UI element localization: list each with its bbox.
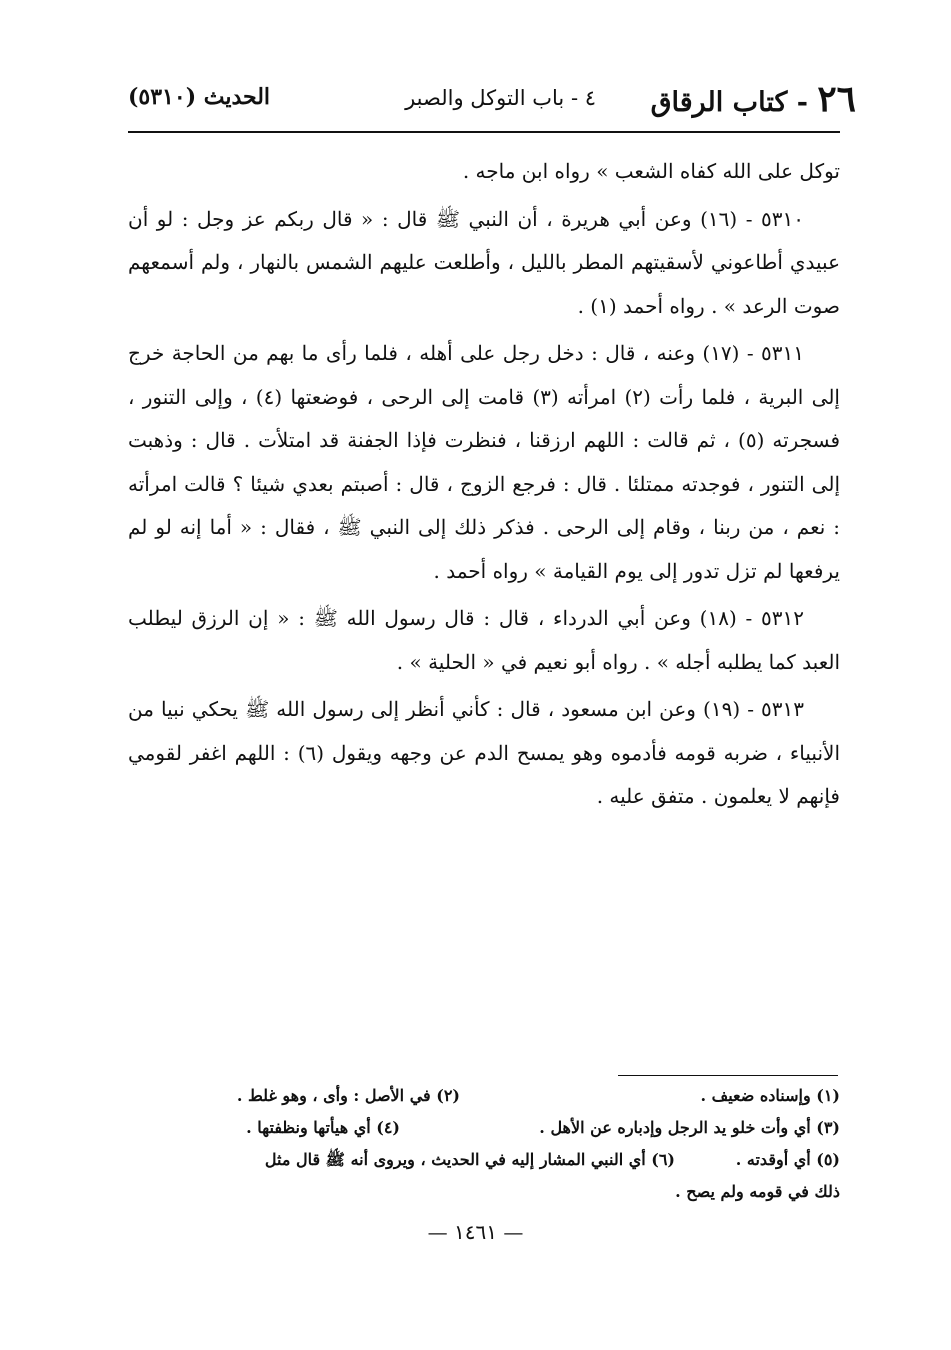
chapter-title: - كتاب الرقاق xyxy=(650,87,808,118)
footnote-1: (١) وإسناده ضعيف . xyxy=(700,1086,840,1105)
hadith-5310: ٥٣١٠ - (١٦) وعن أبي هريرة ، أن النبي ﷺ قال : « قال ربكم عز وجل : لو أن عبيدي أطاعوني لأسقيتهم المطر بالليل ، وأطلعت عليهم الشمس بالنهار ، ولم أسمعهم صوت الرعد » . رواه أحمد (١) . xyxy=(128,206,840,318)
hadith-5312: ٥٣١٢ - (١٨) وعن أبي الدرداء ، قال : قال رسول الله ﷺ : « إن الرزق ليطلب العبد كما يطلبه أجله » . رواه أبو نعيم في « الحلية » . xyxy=(128,606,840,674)
hadith-reference: الحديث (٥٣١٠) xyxy=(128,84,271,110)
chapter-heading xyxy=(651,78,856,120)
footnote-6: (٦) أي النبي المشار إليه في الحديث ، ويروى أنه ﷺ قال مثل xyxy=(264,1150,675,1169)
header-divider xyxy=(128,131,840,133)
footnote-divider xyxy=(618,1075,838,1076)
footnote-row xyxy=(120,1080,840,1112)
footnotes xyxy=(120,1080,840,1208)
hadith-5311: ٥٣١١ - (١٧) وعنه ، قال : دخل رجل على أهله ، فلما رأى ما بهم من الحاجة خرج إلى البرية ، فلما رأت (٢) امرأته (٣) قامت إلى الرحى ، فوضعتها (٤) ، وإلى التنور ، فسجرته (٥) ، ثم قالت : اللهم ارزقنا ، فنظرت فإذا الجفنة قد امتلأت . قال : وذهبت إلى التنور ، فوجدته ممتلئا . قال : فرجع الزوج ، قال : أصبتم بعدي شيئا ؟ قالت امرأته : نعم ، من ربنا ، وقام إلى الرحى . فذكر ذلك إلى النبي ﷺ ، فقال : « أما إنه لو لم يرفعها لم تزل تدور إلى يوم القيامة » رواه أحمد . xyxy=(128,341,841,583)
footnote-2: (٢) في الأصل : وأى ، وهو غلط . xyxy=(236,1086,460,1105)
footnote-row xyxy=(120,1112,840,1144)
paragraph-continuation: توكل على الله كفاه الشعب » رواه ابن ماجه . xyxy=(462,159,840,183)
footnote-5: (٥) أي أوقدته . xyxy=(735,1150,840,1169)
footnote-4: (٤) أي هيأتها ونظفتها . xyxy=(246,1118,400,1137)
hadith-5313: ٥٣١٣ - (١٩) وعن ابن مسعود ، قال : كأني أنظر إلى رسول الله ﷺ يحكي نبيا من الأنبياء ، ضربه قومه فأدموه وهو يمسح الدم عن وجهه ويقول (٦) : اللهم اغفر لقومي فإنهم لا يعلمون . متفق عليه . xyxy=(128,697,840,808)
footnote-3: (٣) أي وأت خلو يد الرجل وإدباره عن الأهل . xyxy=(539,1118,840,1137)
page-number: — ١٤٦١ — xyxy=(427,1220,524,1244)
footnote-row xyxy=(120,1144,840,1176)
main-text xyxy=(128,150,840,823)
section-title: ٤ - باب التوكل والصبر xyxy=(405,86,596,110)
footnote-row xyxy=(120,1176,840,1208)
page-header xyxy=(128,78,856,130)
chapter-number: ٢٦ xyxy=(817,78,856,120)
footnote-6-continuation: ذلك في قومه ولم يصح . xyxy=(675,1182,840,1201)
